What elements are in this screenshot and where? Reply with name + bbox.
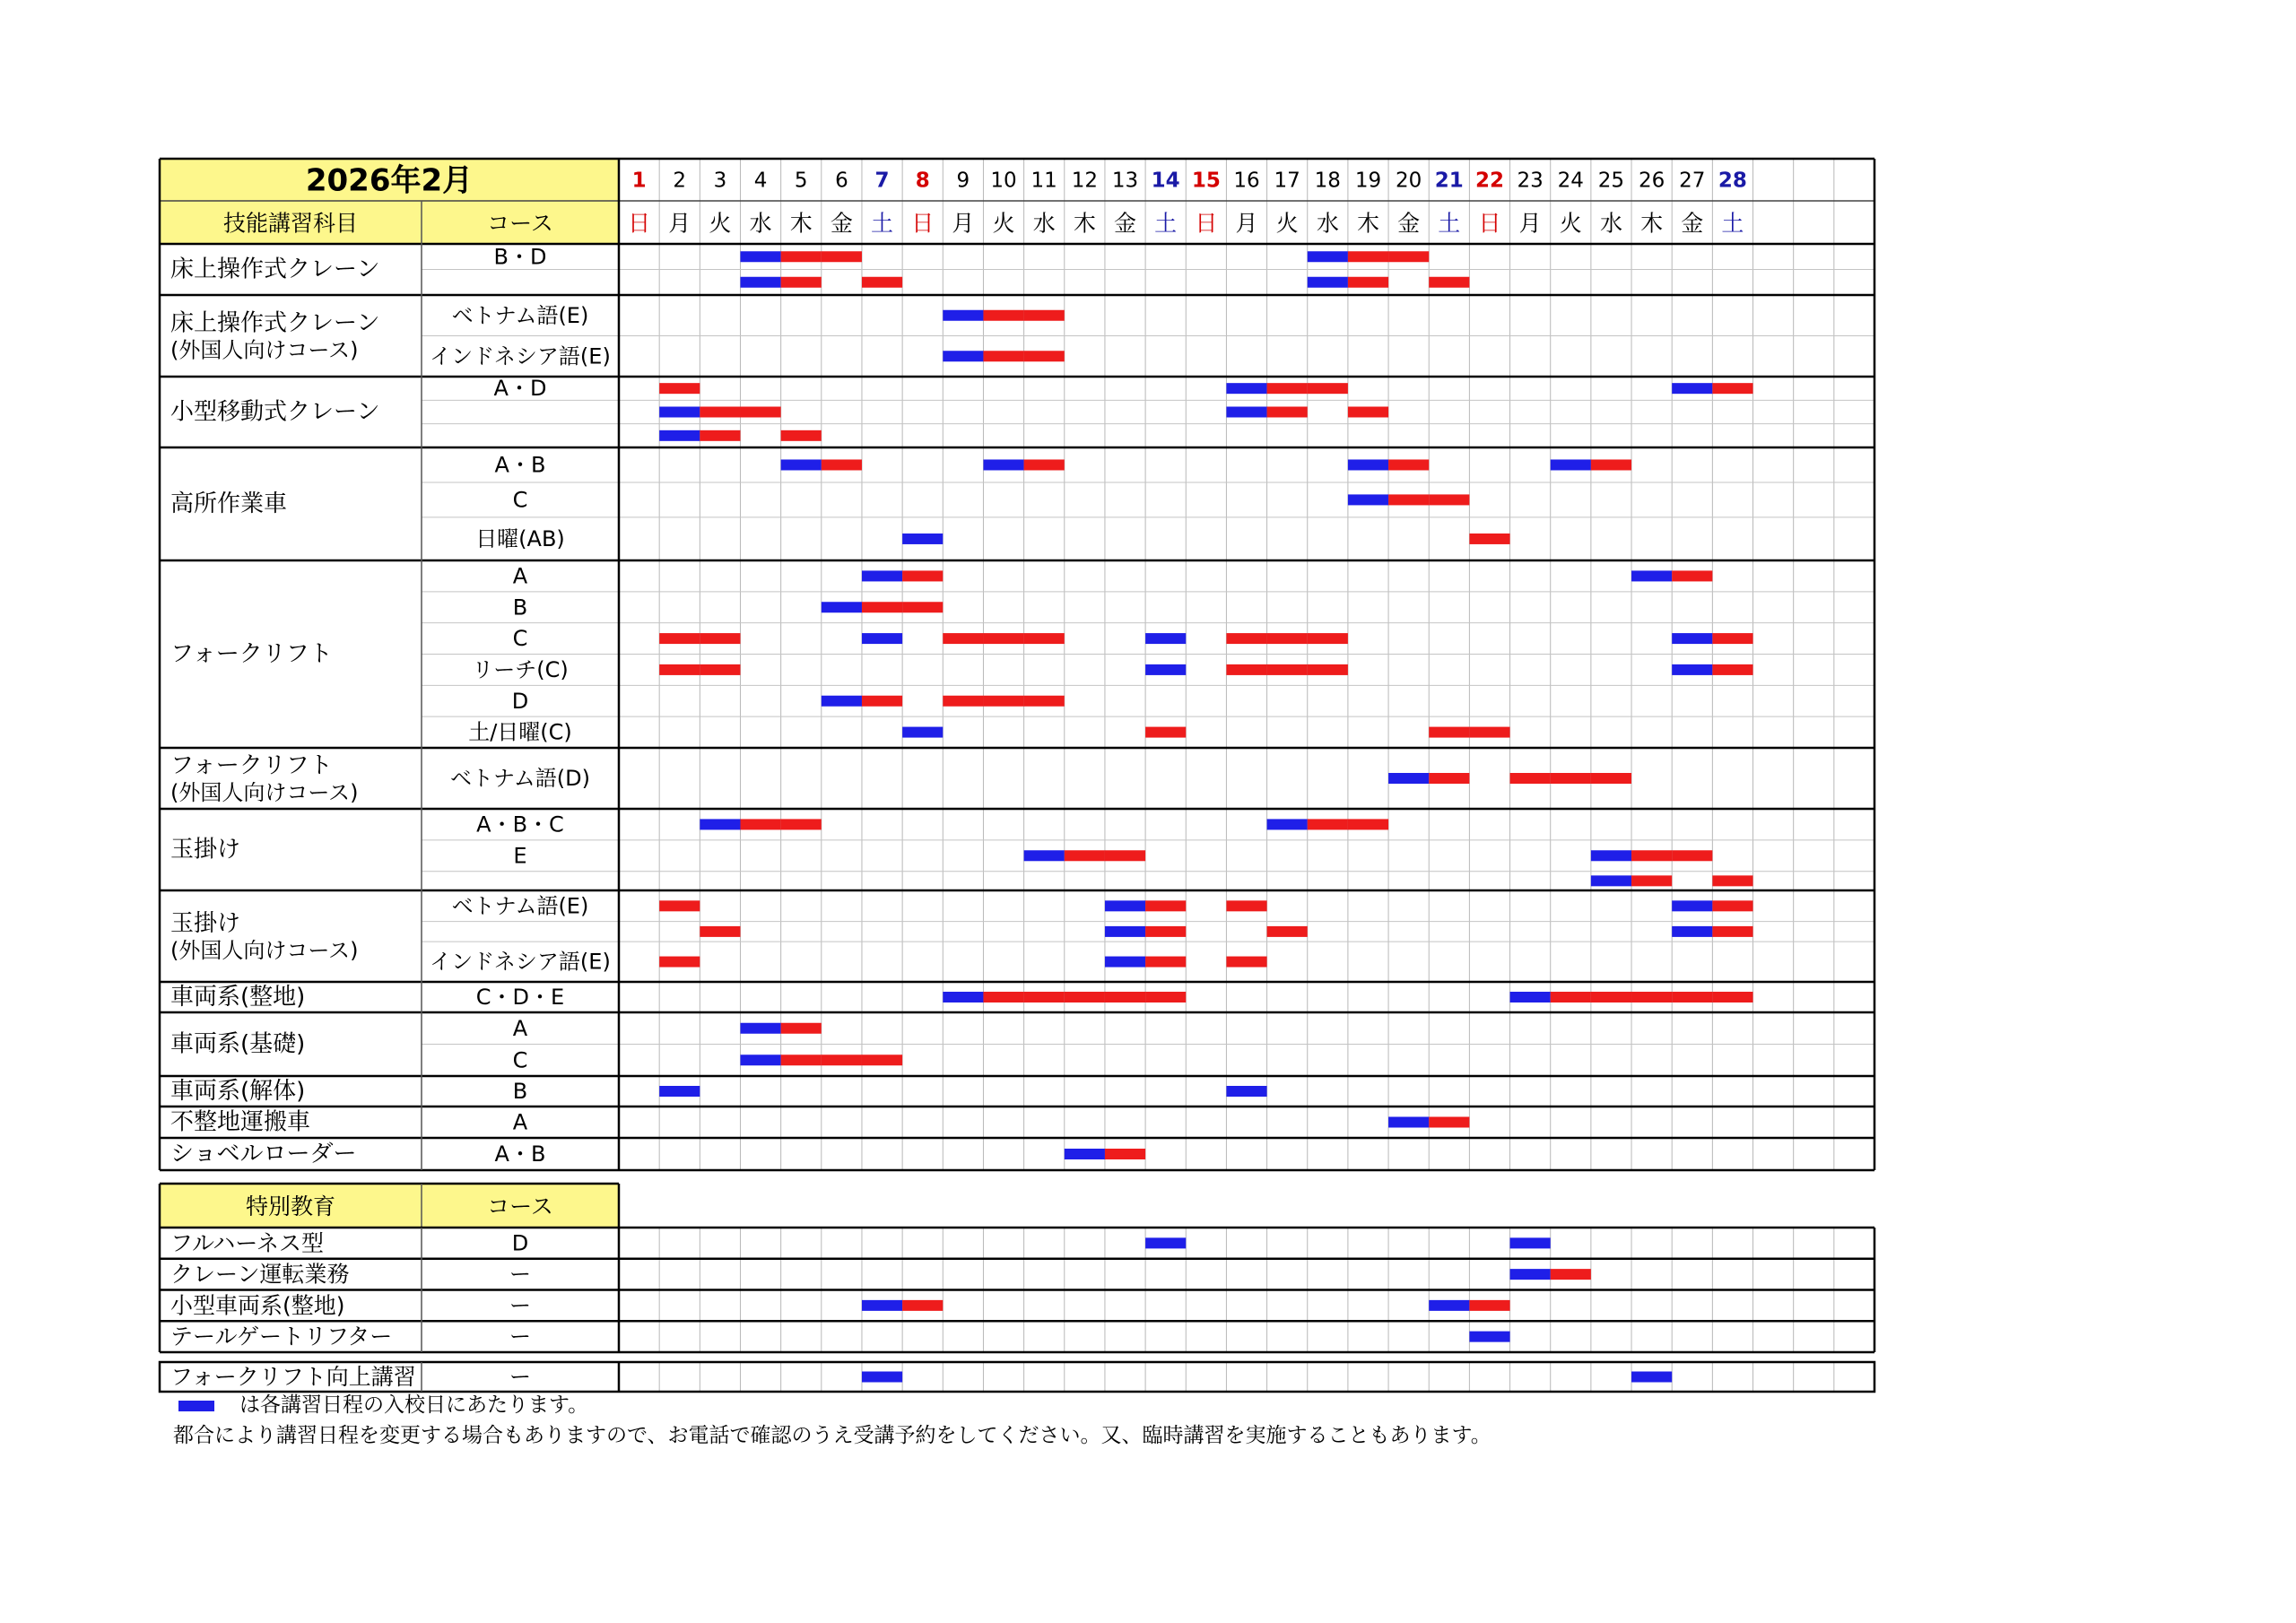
session-day-bar — [1429, 727, 1469, 738]
weekday-label: 火 — [992, 210, 1015, 237]
entry-day-bar — [1145, 633, 1186, 644]
session-day-bar — [1145, 900, 1186, 911]
entry-day-bar — [1510, 992, 1551, 1002]
subject-label: 車両系(基礎) — [170, 1030, 306, 1058]
subject-label: (外国人向けコース) — [170, 780, 359, 805]
course-label: A — [512, 1015, 528, 1041]
entry-day-bar — [1065, 1149, 1105, 1159]
session-day-bar — [902, 570, 943, 581]
session-day-bar — [659, 957, 700, 968]
session-day-bar — [1308, 633, 1348, 644]
day-number: 5 — [794, 169, 808, 193]
entry-day-bar — [1510, 1237, 1551, 1248]
subject-header: 技能講習科目 — [222, 210, 359, 237]
special-course-label: D — [511, 1230, 529, 1256]
session-day-bar — [781, 1055, 822, 1065]
course-label: B・D — [493, 244, 547, 270]
weekday-label: 水 — [1599, 210, 1622, 237]
entry-day-bar — [1105, 957, 1145, 968]
session-day-bar — [1631, 992, 1672, 1002]
entry-day-bar — [1591, 850, 1631, 861]
entry-day-bar — [943, 351, 983, 361]
session-day-bar — [1672, 570, 1712, 581]
session-day-bar — [700, 664, 740, 675]
extra-row-frame — [160, 1362, 1874, 1392]
entry-day-bar — [1672, 664, 1712, 675]
session-day-bar — [659, 900, 700, 911]
session-day-bar — [1712, 633, 1752, 644]
extra-course-label: ー — [509, 1364, 531, 1390]
weekday-label: 水 — [1032, 210, 1056, 237]
course-label: A・D — [493, 376, 547, 402]
course-header: コース — [487, 210, 553, 237]
session-day-bar — [1145, 992, 1186, 1002]
course-label: C — [512, 487, 528, 513]
day-number: 20 — [1396, 169, 1422, 193]
session-day-bar — [1348, 819, 1388, 829]
day-number: 16 — [1233, 169, 1260, 193]
session-day-bar — [1024, 696, 1065, 707]
special-subject-label: フルハーネス型 — [170, 1229, 325, 1256]
session-day-bar — [659, 383, 700, 394]
entry-day-bar — [943, 992, 983, 1002]
session-day-bar — [1672, 992, 1712, 1002]
session-day-bar — [1388, 494, 1429, 505]
session-day-bar — [700, 926, 740, 937]
session-day-bar — [700, 407, 740, 418]
weekday-label: 土 — [871, 210, 894, 237]
session-day-bar — [1429, 494, 1469, 505]
entry-day-bar — [1631, 1372, 1672, 1383]
weekday-label: 金 — [830, 210, 853, 237]
day-number: 15 — [1191, 169, 1221, 193]
session-day-bar — [1551, 992, 1591, 1002]
session-day-bar — [1267, 633, 1308, 644]
subject-label: (外国人向けコース) — [170, 337, 359, 363]
session-day-bar — [983, 351, 1023, 361]
course-label: B — [512, 595, 528, 621]
subject-label: (外国人向けコース) — [170, 938, 359, 963]
course-label: B — [512, 1079, 528, 1104]
entry-day-bar — [902, 534, 943, 544]
special-subject-label: テールゲートリフター — [170, 1324, 393, 1350]
special-header: 特別教育 — [245, 1193, 336, 1219]
subject-label: ショベルローダー — [170, 1141, 357, 1167]
entry-day-bar — [659, 430, 700, 441]
entry-day-bar — [1348, 494, 1388, 505]
entry-day-bar — [1145, 664, 1186, 675]
entry-day-swatch — [178, 1401, 214, 1411]
entry-day-bar — [740, 277, 780, 288]
entry-day-bar — [1510, 1269, 1551, 1280]
weekday-label: 金 — [1681, 210, 1704, 237]
subject-label: 床上操作式クレーン — [170, 309, 380, 337]
weekday-label: 日 — [628, 210, 651, 237]
entry-day-bar — [1429, 1300, 1469, 1311]
weekday-label: 木 — [1640, 210, 1664, 237]
session-day-bar — [1024, 351, 1065, 361]
subject-label: 小型移動式クレーン — [170, 398, 380, 426]
session-day-bar — [740, 819, 780, 829]
entry-day-bar — [740, 1055, 780, 1065]
legend-line — [173, 1390, 1492, 1420]
entry-day-bar — [1024, 850, 1065, 861]
weekday-label: 土 — [1438, 210, 1461, 237]
session-day-bar — [1388, 251, 1429, 262]
session-day-bar — [1712, 875, 1752, 886]
entry-day-bar — [1226, 407, 1266, 418]
session-day-bar — [822, 459, 862, 470]
entry-day-bar — [943, 310, 983, 321]
day-number: 28 — [1718, 169, 1747, 193]
session-day-bar — [781, 430, 822, 441]
entry-day-bar — [862, 633, 902, 644]
course-label: A — [512, 1109, 528, 1135]
weekday-label: 木 — [1356, 210, 1379, 237]
entry-day-bar — [862, 570, 902, 581]
weekday-label: 月 — [1518, 210, 1542, 237]
entry-day-bar — [1145, 1237, 1186, 1248]
subject-label: 不整地運搬車 — [170, 1108, 311, 1136]
day-number: 8 — [915, 169, 930, 193]
session-day-bar — [740, 407, 780, 418]
disclaimer-text: 都合により講習日程を変更する場合もありますので、お電話で確認のうえ受講予約をしてください。又、臨時講習を実施することもあります。 — [173, 1424, 1492, 1447]
session-day-bar — [943, 696, 983, 707]
day-number: 10 — [990, 169, 1017, 193]
session-day-bar — [983, 992, 1023, 1002]
course-label: ベトナム語(D) — [449, 766, 591, 791]
session-day-bar — [1591, 773, 1631, 784]
entry-day-bar — [1226, 1086, 1266, 1097]
entry-day-bar — [1672, 926, 1712, 937]
session-day-bar — [1267, 383, 1308, 394]
course-label: C — [512, 626, 528, 652]
day-number: 9 — [956, 169, 970, 193]
course-label: インドネシア語(E) — [430, 949, 611, 975]
entry-day-bar — [1388, 773, 1429, 784]
weekday-label: 金 — [1114, 210, 1137, 237]
session-day-bar — [1267, 926, 1308, 937]
weekday-label: 火 — [1275, 210, 1299, 237]
session-day-bar — [1429, 1117, 1469, 1128]
day-number: 6 — [835, 169, 848, 193]
entry-day-bar — [983, 459, 1023, 470]
special-course-label: ー — [509, 1324, 531, 1350]
session-day-bar — [1469, 1300, 1509, 1311]
course-label: 日曜(AB) — [475, 525, 565, 551]
subject-label: 車両系(解体) — [170, 1078, 306, 1105]
course-label: インドネシア語(E) — [430, 343, 611, 369]
session-day-bar — [822, 1055, 862, 1065]
day-number: 14 — [1151, 169, 1180, 193]
entry-day-bar — [1469, 1332, 1509, 1342]
session-day-bar — [1065, 992, 1105, 1002]
day-number: 1 — [631, 169, 647, 193]
weekday-label: 月 — [668, 210, 691, 237]
session-day-bar — [862, 277, 902, 288]
session-day-bar — [1631, 850, 1672, 861]
session-day-bar — [1591, 992, 1631, 1002]
session-day-bar — [700, 430, 740, 441]
session-day-bar — [659, 664, 700, 675]
session-day-bar — [1348, 251, 1388, 262]
session-day-bar — [902, 602, 943, 612]
entry-day-bar — [1105, 900, 1145, 911]
day-number: 17 — [1274, 169, 1300, 193]
weekday-label: 金 — [1397, 210, 1421, 237]
session-day-bar — [1469, 727, 1509, 738]
session-day-bar — [1348, 407, 1388, 418]
day-number: 26 — [1638, 169, 1665, 193]
course-label: D — [511, 688, 529, 714]
session-day-bar — [1226, 900, 1266, 911]
entry-day-bar — [740, 1023, 780, 1034]
entry-day-bar — [1105, 926, 1145, 937]
session-day-bar — [1672, 850, 1712, 861]
session-day-bar — [1267, 407, 1308, 418]
entry-day-bar — [822, 602, 862, 612]
subject-label: 床上操作式クレーン — [170, 256, 380, 283]
subject-label: 高所作業車 — [170, 490, 288, 517]
special-course-header: コース — [487, 1193, 553, 1219]
day-number: 19 — [1354, 169, 1382, 193]
day-number: 4 — [753, 169, 768, 193]
day-number: 25 — [1597, 169, 1625, 193]
special-course-label: ー — [509, 1262, 531, 1288]
legend-text: は各講習日程の入校日にあたります。 — [239, 1393, 589, 1417]
day-number: 3 — [713, 169, 727, 193]
entry-day-bar — [1672, 900, 1712, 911]
session-day-bar — [1388, 459, 1429, 470]
weekday-label: 日 — [911, 210, 935, 237]
session-day-bar — [1712, 926, 1752, 937]
entry-day-bar — [1348, 459, 1388, 470]
entry-day-bar — [659, 407, 700, 418]
session-day-bar — [1429, 277, 1469, 288]
day-number: 23 — [1517, 169, 1544, 193]
entry-day-bar — [1226, 383, 1266, 394]
entry-day-bar — [1591, 875, 1631, 886]
course-label: A・B — [494, 452, 546, 478]
subject-label: 玉掛け — [170, 910, 241, 937]
session-day-bar — [1429, 773, 1469, 784]
legend-notes — [173, 1390, 1492, 1451]
session-day-bar — [1105, 992, 1145, 1002]
entry-day-bar — [740, 251, 780, 262]
session-day-bar — [1712, 383, 1752, 394]
entry-day-bar — [659, 1086, 700, 1097]
entry-day-bar — [1388, 1117, 1429, 1128]
session-day-bar — [1024, 459, 1065, 470]
day-number: 24 — [1557, 169, 1584, 193]
course-label: E — [513, 843, 527, 869]
special-subject-label: クレーン運転業務 — [170, 1261, 350, 1288]
session-day-bar — [1469, 534, 1509, 544]
session-day-bar — [822, 251, 862, 262]
weekday-label: 日 — [1195, 210, 1218, 237]
course-label: 土/日曜(C) — [468, 719, 572, 745]
session-day-bar — [983, 310, 1023, 321]
entry-day-bar — [1308, 251, 1348, 262]
subject-label: 車両系(整地) — [170, 984, 306, 1011]
course-label: A — [512, 563, 528, 589]
entry-day-bar — [902, 727, 943, 738]
weekday-label: 土 — [1154, 210, 1178, 237]
weekday-label: 火 — [709, 210, 732, 237]
session-day-bar — [1308, 664, 1348, 675]
session-day-bar — [1145, 727, 1186, 738]
session-day-bar — [1024, 310, 1065, 321]
session-day-bar — [902, 1300, 943, 1311]
session-day-bar — [1105, 850, 1145, 861]
session-day-bar — [1065, 850, 1105, 861]
day-number: 12 — [1071, 169, 1098, 193]
session-day-bar — [862, 696, 902, 707]
day-number: 27 — [1679, 169, 1706, 193]
session-day-bar — [1105, 1149, 1145, 1159]
session-day-bar — [781, 1023, 822, 1034]
entry-day-bar — [700, 819, 740, 829]
session-day-bar — [1348, 277, 1388, 288]
month-title: 2026年2月 — [305, 162, 474, 199]
day-number: 18 — [1314, 169, 1341, 193]
session-day-bar — [1591, 459, 1631, 470]
entry-day-bar — [1672, 383, 1712, 394]
session-day-bar — [1024, 633, 1065, 644]
course-label: ベトナム語(E) — [451, 893, 589, 919]
session-day-bar — [1712, 664, 1752, 675]
session-day-bar — [1145, 926, 1186, 937]
session-day-bar — [781, 819, 822, 829]
session-day-bar — [983, 696, 1023, 707]
session-day-bar — [1510, 773, 1551, 784]
day-number: 2 — [673, 169, 687, 193]
course-label: リーチ(C) — [472, 656, 569, 682]
entry-day-bar — [1631, 570, 1672, 581]
course-label: ベトナム語(E) — [451, 302, 589, 328]
weekday-label: 水 — [749, 210, 772, 237]
weekday-label: 土 — [1721, 210, 1744, 237]
session-day-bar — [862, 602, 902, 612]
session-day-bar — [659, 633, 700, 644]
session-day-bar — [1226, 633, 1266, 644]
session-day-bar — [1226, 957, 1266, 968]
day-number: 11 — [1031, 169, 1057, 193]
session-day-bar — [1551, 1269, 1591, 1280]
session-day-bar — [983, 633, 1023, 644]
course-label: A・B・C — [476, 812, 564, 838]
weekday-label: 火 — [1559, 210, 1582, 237]
session-day-bar — [781, 251, 822, 262]
weekday-label: 日 — [1478, 210, 1501, 237]
weekday-label: 水 — [1316, 210, 1339, 237]
special-course-label: ー — [509, 1292, 531, 1318]
course-label: C — [512, 1047, 528, 1073]
subject-label: フォークリフト — [170, 752, 333, 779]
entry-day-bar — [1308, 277, 1348, 288]
day-number: 22 — [1474, 169, 1504, 193]
extra-subject-label: フォークリフト向上講習 — [170, 1364, 416, 1390]
session-day-bar — [1712, 900, 1752, 911]
session-day-bar — [862, 1055, 902, 1065]
day-number: 7 — [874, 169, 890, 193]
session-day-bar — [1145, 957, 1186, 968]
session-day-bar — [1024, 992, 1065, 1002]
session-day-bar — [1631, 875, 1672, 886]
subject-label: フォークリフト — [170, 640, 333, 668]
special-subject-label: 小型車両系(整地) — [170, 1292, 345, 1319]
weekday-label: 月 — [952, 210, 975, 237]
session-day-bar — [1712, 992, 1752, 1002]
session-day-bar — [1551, 773, 1591, 784]
weekday-label: 木 — [1073, 210, 1096, 237]
subject-label: 玉掛け — [170, 836, 241, 864]
session-day-bar — [1308, 383, 1348, 394]
session-day-bar — [943, 633, 983, 644]
day-number: 21 — [1434, 169, 1464, 193]
entry-day-bar — [862, 1372, 902, 1383]
session-day-bar — [1267, 664, 1308, 675]
entry-day-bar — [862, 1300, 902, 1311]
entry-day-bar — [1672, 633, 1712, 644]
weekday-label: 木 — [789, 210, 813, 237]
day-number: 13 — [1111, 169, 1139, 193]
entry-day-bar — [1551, 459, 1591, 470]
entry-day-bar — [822, 696, 862, 707]
course-label: C・D・E — [475, 985, 565, 1010]
weekday-label: 月 — [1235, 210, 1258, 237]
entry-day-bar — [781, 459, 822, 470]
session-day-bar — [781, 277, 822, 288]
course-label: A・B — [494, 1141, 546, 1167]
session-day-bar — [1226, 664, 1266, 675]
entry-day-bar — [1267, 819, 1308, 829]
session-day-bar — [1308, 819, 1348, 829]
session-day-bar — [700, 633, 740, 644]
